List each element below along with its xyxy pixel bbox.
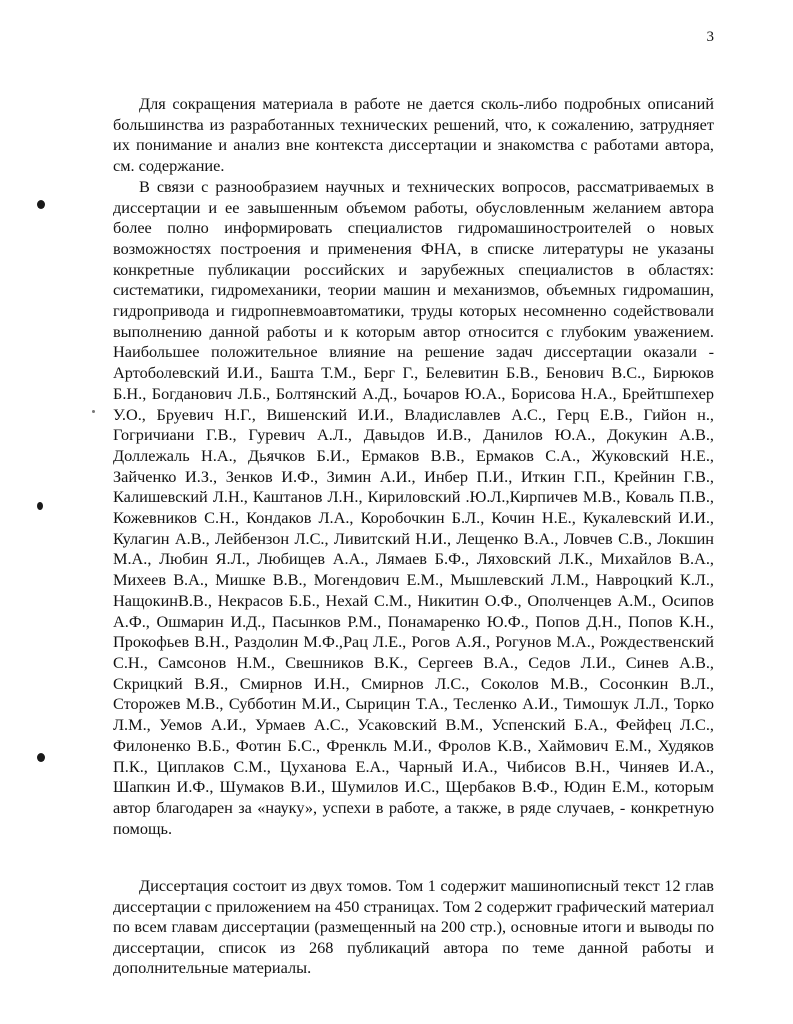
paragraph-structure: Диссертация состоит из двух томов. Том 1 содержит машинописный текст 12 глав диссертации с приложением на 450 страницах. Том 2 содержит графический материал по всем главам диссертации (размещенный на 200 стр.), основные итоги и выводы по диссертации, список из 268 публикаций автора по теме данной работы и дополнительные материалы. <box>113 876 714 977</box>
binding-hole-mark <box>37 200 45 209</box>
scan-speck <box>92 410 95 413</box>
paragraph-intro: Для сокращения материала в работе не дается сколь-либо подробных описаний большинства из разработанных технических решений, что, к сожалению, затрудняет их понимание и анализ вне контекста диссертации и знакомства с работами автора, см. содержание. <box>113 94 714 176</box>
main-text <box>113 94 714 839</box>
dissertation-structure-text <box>113 876 714 979</box>
binding-hole-mark <box>37 502 43 510</box>
binding-hole-mark <box>37 753 45 762</box>
page-number: 3 <box>706 29 714 45</box>
paragraph-acknowledgements: В связи с разнообразием научных и технических вопросов, рассматриваемых в диссертации и ее завышенным объемом работы, обусловленным желанием автора более полно информировать специалистов гидромашиностроителей о новых возможностях построения и применения ФНА, в списке литературы не указаны конкретные публикации российских и зарубежных специалистов в областях: систематики, гидромеханики, теории машин и механизмов, объемных гидромашин, гидропривода и гидропневмоавтоматики, труды которых несомненно содействовали выполнению данной работы и к которым автор относится с глубоким уважением. Наибольшее положительное влияние на решение задач диссертации оказали - Артоболевский И.И., Башта Т.М., Берг Г., Белевитин Б.В., Бенович В.С., Бирюков Б.Н., Богданович Л.Б., Болтянский А.Д., Ьочаров Ю.А., Борисова Н.А., Брейтшпехер У.О., Бруевич Н.Г., Вишенский И.И., Владиславлев А.С., Герц Е.В., Гийон н., Гогричиани Г.В., Гуревич А.Л., Давыдов И.В., Данилов Ю.А., Докукин А.В., Доллежаль Н.А., Дьячков Б.И., Ермаков В.В., Ермаков С.А., Жуковский Н.Е., Зайченко И.З., Зенков И.Ф., Зимин А.И., Инбер П.И., Иткин Г.П., Крейнин Г.В., Калишевский Л.Н., Каштанов Л.Н., Кириловский .Ю.Л.,Кирпичев М.В., Коваль П.В., Кожевников С.Н., Кондаков Л.А., Коробочкин Б.Л., Кочин Н.Е., Кукалевский И.И., Кулагин А.В., Лейбензон Л.С., Ливитский Н.И., Лещенко В.А., Ловчев С.В., Локшин М.А., Любин Я.Л., Любищев А.А., Лямаев Б.Ф., Ляховский Л.К., Михайлов В.А., Михеев В.А., Мишке В.В., Могендович Е.М., Мышлевский Л.М., Навроцкий К.Л., НащокинВ.В., Некрасов Б.Б., Нехай С.М., Никитин О.Ф., Ополченцев А.М., Осипов А.Ф., Ошмарин И.Д., Пасынков Р.М., Понамаренко Ю.Ф., Попов Д.Н., Попов К.Н., Прокофьев В.Н., Раздолин М.Ф.,Рац Л.Е., Рогов А.Я., Рогунов М.А., Рождественский С.Н., Самсонов Н.М., Свешников В.К., Сергеев В.А., Седов Л.И., Синев А.В., Скрицкий В.Я., Смирнов И.Н., Смирнов Л.С., Соколов М.В., Сосонкин В.Л., Сторожев М.В., Субботин М.И., Сырицин Т.А., Тесленко А.И., Тимошук Л.Л., Торко Л.М., Уемов А.И., Урмаев А.С., Усаковский В.М., Успенский Б.А., Фейфец Л.С., Филоненко В.Б., Фотин Б.С., Френкль М.И., Фролов К.В., Хаймович Е.М., Худяков П.К., Циплаков С.М., Цуханова Е.А., Чарный И.А., Чибисов В.Н., Чиняев И.А., Шапкин И.Ф., Шумаков В.И., Шумилов И.С., Щербаков В.Ф., Юдин Е.М., которым автор благодарен за «науку», успехи в работе, а также, в ряде случаев, - конкретную помощь. <box>113 176 714 838</box>
